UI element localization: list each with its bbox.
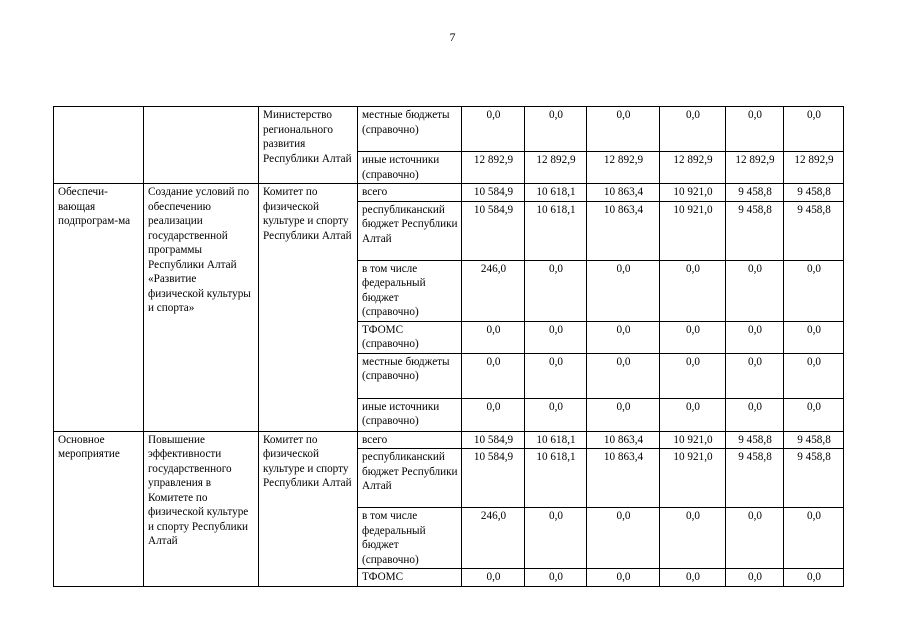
program-type-cell-text: Основное мероприятие bbox=[58, 433, 120, 460]
program-name-cell-text: Повышение эффективности государственного управления в Комитете по физической культуре и спорту Республики Алтай bbox=[148, 433, 249, 547]
table-row bbox=[54, 184, 844, 202]
amount-cell-year-6: 9 458,8 bbox=[784, 184, 844, 202]
amount-cell-year-4: 0,0 bbox=[660, 508, 726, 569]
funding-source-cell: республиканский бюджет Республики Алтай bbox=[358, 449, 462, 508]
program-name-cell bbox=[144, 184, 259, 432]
amount-cell-year-3: 0,0 bbox=[587, 508, 660, 569]
amount-cell-year-3: 10 863,4 bbox=[587, 431, 660, 449]
amount-cell-year-1: 246,0 bbox=[462, 260, 525, 321]
funding-source-cell: всего bbox=[358, 431, 462, 449]
amount-cell-year-6: 9 458,8 bbox=[784, 449, 844, 508]
amount-cell-year-5: 0,0 bbox=[726, 321, 784, 353]
amount-cell-year-1: 246,0 bbox=[462, 508, 525, 569]
amount-cell-year-4: 0,0 bbox=[660, 107, 726, 152]
amount-cell-year-1: 0,0 bbox=[462, 398, 525, 431]
amount-cell-year-1: 12 892,9 bbox=[462, 152, 525, 184]
executor-cell-text: Комитет по физической культуре и спорту Республики Алтай bbox=[263, 433, 352, 489]
amount-cell-year-3: 0,0 bbox=[587, 398, 660, 431]
amount-cell-year-4: 0,0 bbox=[660, 353, 726, 398]
table-row bbox=[54, 107, 844, 152]
amount-cell-year-2: 10 618,1 bbox=[525, 184, 587, 202]
program-type-cell bbox=[54, 107, 144, 184]
funding-source-cell: всего bbox=[358, 184, 462, 202]
executor-cell-text: Министерство регионального развития Республики Алтай bbox=[263, 109, 352, 165]
funding-source-cell: местные бюджеты (справочно) bbox=[358, 353, 462, 398]
amount-cell-year-6: 9 458,8 bbox=[784, 431, 844, 449]
page-number: 7 bbox=[449, 30, 456, 44]
amount-cell-year-5: 0,0 bbox=[726, 508, 784, 569]
program-type-cell-text: Обеспечи-вающая подпрограм-ма bbox=[58, 186, 131, 227]
amount-cell-year-2: 0,0 bbox=[525, 260, 587, 321]
amount-cell-year-4: 0,0 bbox=[660, 260, 726, 321]
funding-source-cell: иные источники (справочно) bbox=[358, 152, 462, 184]
amount-cell-year-2: 10 618,1 bbox=[525, 449, 587, 508]
amount-cell-year-6: 0,0 bbox=[784, 398, 844, 431]
amount-cell-year-6: 0,0 bbox=[784, 321, 844, 353]
amount-cell-year-1: 10 584,9 bbox=[462, 449, 525, 508]
amount-cell-year-3: 10 863,4 bbox=[587, 201, 660, 260]
amount-cell-year-3: 10 863,4 bbox=[587, 184, 660, 202]
amount-cell-year-1: 0,0 bbox=[462, 353, 525, 398]
funding-source-cell: республиканский бюджет Республики Алтай bbox=[358, 201, 462, 260]
amount-cell-year-4: 10 921,0 bbox=[660, 431, 726, 449]
amount-cell-year-6: 0,0 bbox=[784, 107, 844, 152]
amount-cell-year-5: 12 892,9 bbox=[726, 152, 784, 184]
amount-cell-year-4: 0,0 bbox=[660, 398, 726, 431]
amount-cell-year-2: 0,0 bbox=[525, 353, 587, 398]
amount-cell-year-5: 9 458,8 bbox=[726, 201, 784, 260]
program-name-cell bbox=[144, 431, 259, 586]
amount-cell-year-4: 0,0 bbox=[660, 569, 726, 587]
amount-cell-year-3: 0,0 bbox=[587, 353, 660, 398]
amount-cell-year-3: 10 863,4 bbox=[587, 449, 660, 508]
amount-cell-year-6: 0,0 bbox=[784, 353, 844, 398]
program-name-cell bbox=[144, 107, 259, 184]
program-name-cell-text: Создание условий по обеспечению реализации государственной программы Республики Алтай «Развитие физической культуры и спорта» bbox=[148, 186, 251, 314]
amount-cell-year-6: 9 458,8 bbox=[784, 201, 844, 260]
amount-cell-year-2: 12 892,9 bbox=[525, 152, 587, 184]
amount-cell-year-5: 9 458,8 bbox=[726, 449, 784, 508]
amount-cell-year-5: 0,0 bbox=[726, 107, 784, 152]
amount-cell-year-6: 0,0 bbox=[784, 508, 844, 569]
amount-cell-year-1: 10 584,9 bbox=[462, 431, 525, 449]
amount-cell-year-3: 0,0 bbox=[587, 107, 660, 152]
amount-cell-year-2: 0,0 bbox=[525, 398, 587, 431]
amount-cell-year-2: 10 618,1 bbox=[525, 201, 587, 260]
funding-source-cell: ТФОМС (справочно) bbox=[358, 321, 462, 353]
program-type-cell bbox=[54, 431, 144, 586]
amount-cell-year-6: 12 892,9 bbox=[784, 152, 844, 184]
funding-source-cell: в том числе федеральный бюджет (справочно) bbox=[358, 260, 462, 321]
amount-cell-year-1: 0,0 bbox=[462, 107, 525, 152]
amount-cell-year-2: 0,0 bbox=[525, 569, 587, 587]
budget-table bbox=[53, 106, 844, 587]
funding-source-cell: иные источники (справочно) bbox=[358, 398, 462, 431]
amount-cell-year-1: 0,0 bbox=[462, 569, 525, 587]
funding-source-cell: ТФОМС bbox=[358, 569, 462, 587]
amount-cell-year-4: 10 921,0 bbox=[660, 201, 726, 260]
amount-cell-year-5: 0,0 bbox=[726, 569, 784, 587]
amount-cell-year-4: 10 921,0 bbox=[660, 184, 726, 202]
amount-cell-year-6: 0,0 bbox=[784, 260, 844, 321]
amount-cell-year-4: 0,0 bbox=[660, 321, 726, 353]
amount-cell-year-5: 0,0 bbox=[726, 353, 784, 398]
amount-cell-year-3: 0,0 bbox=[587, 569, 660, 587]
amount-cell-year-1: 0,0 bbox=[462, 321, 525, 353]
amount-cell-year-1: 10 584,9 bbox=[462, 201, 525, 260]
amount-cell-year-2: 10 618,1 bbox=[525, 431, 587, 449]
amount-cell-year-5: 9 458,8 bbox=[726, 184, 784, 202]
executor-cell-text: Комитет по физической культуре и спорту Республики Алтай bbox=[263, 186, 352, 242]
amount-cell-year-3: 0,0 bbox=[587, 321, 660, 353]
amount-cell-year-5: 0,0 bbox=[726, 260, 784, 321]
amount-cell-year-2: 0,0 bbox=[525, 508, 587, 569]
executor-cell bbox=[259, 107, 358, 184]
table-row bbox=[54, 431, 844, 449]
program-type-cell bbox=[54, 184, 144, 432]
amount-cell-year-3: 0,0 bbox=[587, 260, 660, 321]
amount-cell-year-2: 0,0 bbox=[525, 321, 587, 353]
amount-cell-year-2: 0,0 bbox=[525, 107, 587, 152]
executor-cell bbox=[259, 431, 358, 586]
amount-cell-year-3: 12 892,9 bbox=[587, 152, 660, 184]
funding-source-cell: местные бюджеты (справочно) bbox=[358, 107, 462, 152]
amount-cell-year-4: 10 921,0 bbox=[660, 449, 726, 508]
amount-cell-year-5: 0,0 bbox=[726, 398, 784, 431]
executor-cell bbox=[259, 184, 358, 432]
amount-cell-year-1: 10 584,9 bbox=[462, 184, 525, 202]
amount-cell-year-5: 9 458,8 bbox=[726, 431, 784, 449]
amount-cell-year-4: 12 892,9 bbox=[660, 152, 726, 184]
funding-source-cell: в том числе федеральный бюджет (справочно) bbox=[358, 508, 462, 569]
amount-cell-year-6: 0,0 bbox=[784, 569, 844, 587]
